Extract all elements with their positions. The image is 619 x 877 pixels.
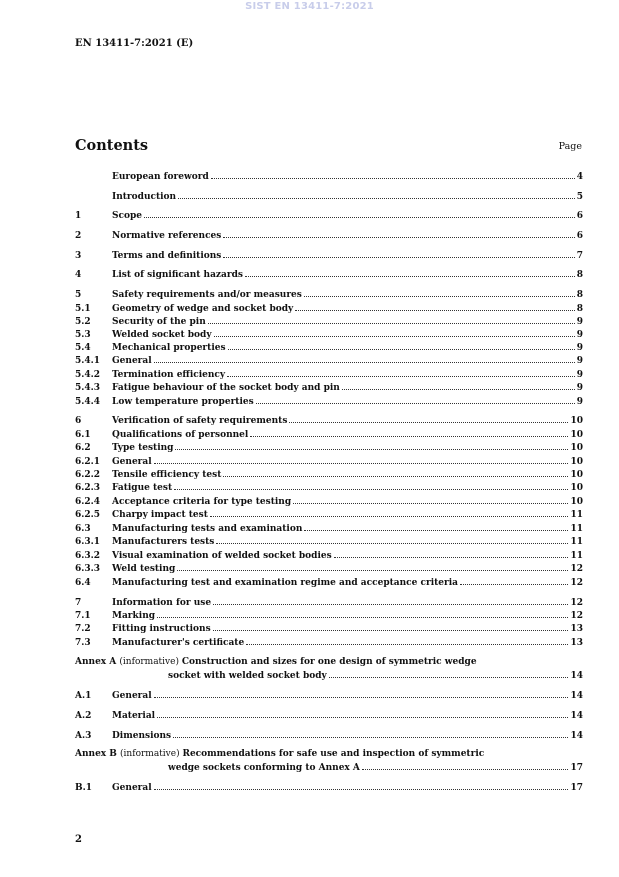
dot-leader [214,328,575,337]
dot-leader [210,508,569,517]
dot-leader [154,455,569,464]
toc-entry-number: 6.2 [75,443,91,453]
toc-entry-page: 12 [570,578,583,588]
annex-label: Annex B [75,749,121,759]
toc-entry-title: General [112,691,152,701]
toc-entry-number: 5.4.2 [75,370,101,380]
dot-leader [173,729,568,738]
annex-title-line2: wedge sockets conforming to Annex A [168,763,360,773]
toc-entry-page: 10 [570,457,583,467]
dot-leader [256,395,575,404]
annex-title-line1: Construction and sizes for one design of symmetric wedge [181,657,477,667]
toc-entry-number: 5.4.3 [75,383,101,393]
dot-leader [329,669,569,678]
toc-entry[interactable] [75,229,583,241]
toc-entry[interactable] [75,729,583,741]
toc-entry[interactable] [75,468,583,480]
toc-entry-number: 5.4.1 [75,356,101,366]
toc-entry-title: Manufacturer's certificate [112,638,245,648]
toc-entry[interactable] [75,481,583,493]
toc-entry-title: Manufacturing test and examination regime and acceptance criteria [112,578,458,588]
page-number: 2 [75,834,82,845]
dot-leader [157,609,568,618]
toc-entry-number: 6.2.4 [75,497,101,507]
toc-entry[interactable] [75,268,583,280]
toc-entry-number: B.1 [75,783,93,793]
toc-entry-number: 5 [75,290,82,300]
toc-entry-number: 7 [75,598,82,608]
toc-entry-number: 3 [75,251,82,261]
dot-leader [460,576,568,585]
toc-entry[interactable] [75,596,583,608]
toc-entry-page: 11 [570,537,583,547]
toc-entry[interactable] [75,315,583,327]
toc-entry-number: A.1 [75,691,92,701]
annex-a-heading[interactable] [75,656,583,668]
toc-entry-title: Verification of safety requirements [112,416,288,426]
toc-entry-title: Dimensions [112,731,172,741]
toc-entry-page: 9 [576,397,583,407]
toc-entry-title: Fitting instructions [112,624,211,634]
toc-entry-page: 7 [576,251,583,261]
toc-entry-number: 6.3.2 [75,551,101,561]
toc-entry-number: 5.4 [75,343,91,353]
dot-leader [342,381,575,390]
dot-leader [154,354,575,363]
toc-entry-title: Low temperature properties [112,397,254,407]
toc-entry-title: Manufacturers tests [112,537,215,547]
toc-entry-number: 6.2.2 [75,470,101,480]
toc-entry-number: 5.4.4 [75,397,101,407]
page-column-label: Page [558,141,582,152]
dot-leader [304,522,568,531]
annex-page: 17 [570,763,583,773]
toc-entry-number: 6 [75,416,82,426]
toc-entry[interactable] [75,190,583,202]
toc-entry-title: General [112,457,152,467]
toc-entry-title: Fatigue behaviour of the socket body and pin [112,383,340,393]
toc-entry-page: 9 [576,330,583,340]
toc-entry-title: Security of the pin [112,317,206,327]
toc-entry-page: 13 [570,624,583,634]
toc-entry-title: Qualifications of personnel [112,430,249,440]
toc-entry[interactable] [75,709,583,721]
toc-entry-number: A.3 [75,731,92,741]
dot-leader [295,302,574,311]
toc-entry[interactable] [75,395,583,407]
toc-entry-title: Scope [112,211,143,221]
dot-leader [334,549,569,558]
dot-leader [223,249,574,258]
toc-entry[interactable] [75,170,583,182]
toc-entry-title: Marking [112,611,156,621]
dot-leader [213,622,569,631]
toc-entry[interactable] [75,689,583,701]
toc-entry-page: 14 [570,691,583,701]
toc-entry-page: 8 [576,290,583,300]
toc-entry[interactable] [75,636,583,648]
dot-leader [177,562,568,571]
annex-label: Annex A [75,657,120,667]
toc-entry[interactable] [75,549,583,561]
dot-leader [144,209,575,218]
toc-entry-number: 2 [75,231,82,241]
toc-entry-page: 9 [576,356,583,366]
dot-leader [157,709,568,718]
annex-b-heading[interactable] [75,748,583,760]
toc-entry-number: 6.1 [75,430,91,440]
annex-title-line2: socket with welded socket body [168,671,327,681]
toc-entry-page: 6 [576,231,583,241]
toc-entry[interactable] [75,428,583,440]
toc-entry-page: 14 [570,731,583,741]
dot-leader [213,596,568,605]
toc-entry-title: Geometry of wedge and socket body [112,304,294,314]
dot-leader [293,495,568,504]
toc-entry[interactable] [75,495,583,507]
dot-leader [154,689,569,698]
toc-entry-number: 5.2 [75,317,91,327]
toc-entry[interactable] [75,249,583,261]
annex-type: (informative) [120,749,183,759]
toc-entry[interactable] [75,455,583,467]
toc-entry-title: Information for use [112,598,212,608]
contents-title: Contents [75,137,149,154]
toc-entry-page: 10 [570,470,583,480]
toc-entry-page: 10 [570,430,583,440]
toc-entry-page: 11 [570,524,583,534]
toc-entry-title: Fatigue test [112,483,173,493]
toc-entry-number: 6.2.1 [75,457,101,467]
toc-entry-page: 8 [576,270,583,280]
toc-entry[interactable] [75,622,583,634]
toc-entry-page: 11 [570,551,583,561]
toc-entry-title: European foreword [112,172,209,182]
toc-entry-number: 6.3.1 [75,537,101,547]
toc-entry[interactable] [75,562,583,574]
toc-entry-title: General [112,783,152,793]
dot-leader [246,636,568,645]
dot-leader [211,170,575,179]
toc-entry-title: Type testing [112,443,174,453]
toc-entry-title: General [112,356,152,366]
dot-leader [362,761,569,770]
toc-entry-title: Termination efficiency [112,370,226,380]
toc-entry[interactable] [75,609,583,621]
dot-leader [250,428,568,437]
dot-leader [174,481,568,490]
dot-leader [223,468,568,477]
annex-type: (informative) [119,657,182,667]
dot-leader [175,441,568,450]
toc-entry-number: 7.2 [75,624,91,634]
toc-entry-title: List of significant hazards [112,270,243,280]
dot-leader [154,781,569,790]
toc-entry-title: Tensile efficiency test [112,470,222,480]
document-id: EN 13411-7:2021 (E) [75,38,194,49]
toc-entry-page: 9 [576,343,583,353]
dot-leader [289,414,568,423]
toc-entry-page: 11 [570,510,583,520]
toc-entry-title: Mechanical properties [112,343,226,353]
toc-entry-title: Visual examination of welded socket bodies [112,551,332,561]
toc-entry-title: Manufacturing tests and examination [112,524,303,534]
dot-leader [223,229,574,238]
toc-entry-title: Safety requirements and/or measures [112,290,302,300]
dot-leader [178,190,575,199]
toc-entry[interactable] [75,576,583,588]
toc-entry-title: Introduction [112,192,177,202]
toc-entry[interactable] [75,522,583,534]
toc-entry[interactable] [75,508,583,520]
toc-entry-title: Terms and definitions [112,251,222,261]
dot-leader [216,535,568,544]
toc-entry-title: Weld testing [112,564,176,574]
watermark: SIST EN 13411-7:2021 [245,1,374,12]
toc-entry-title: Normative references [112,231,222,241]
toc-entry-page: 13 [570,638,583,648]
toc-entry-number: 4 [75,270,82,280]
toc-entry-number: 1 [75,211,82,221]
toc-entry[interactable] [75,341,583,353]
toc-entry-page: 10 [570,416,583,426]
dot-leader [304,288,575,297]
toc-entry-page: 14 [570,711,583,721]
toc-entry[interactable] [75,441,583,453]
toc-entry-number: 5.3 [75,330,91,340]
toc-entry-page: 9 [576,370,583,380]
toc-entry-number: 7.3 [75,638,91,648]
toc-entry[interactable] [75,414,583,426]
toc-entry-number: 6.3 [75,524,91,534]
toc-entry-number: 6.4 [75,578,91,588]
toc-entry[interactable] [75,781,583,793]
toc-entry[interactable] [75,381,583,393]
annex-page: 14 [570,671,583,681]
toc-entry[interactable] [75,328,583,340]
annex-b-heading-cont[interactable] [75,761,583,773]
toc-entry-title: Welded socket body [112,330,212,340]
dot-leader [228,341,575,350]
toc-entry-number: 5.1 [75,304,91,314]
toc-entry-page: 5 [576,192,583,202]
toc-entry-page: 12 [570,598,583,608]
toc-entry-title: Material [112,711,156,721]
toc-entry-number: 6.3.3 [75,564,101,574]
toc-entry-page: 12 [570,611,583,621]
toc-entry[interactable] [75,535,583,547]
toc-entry-page: 10 [570,483,583,493]
toc-entry-title: Acceptance criteria for type testing [112,497,292,507]
toc-entry[interactable] [75,288,583,300]
toc-entry[interactable] [75,354,583,366]
toc-entry-page: 10 [570,443,583,453]
toc-entry-number: 6.2.5 [75,510,101,520]
annex-a-heading-cont[interactable] [75,669,583,681]
toc-entry-page: 10 [570,497,583,507]
toc-entry-page: 6 [576,211,583,221]
dot-leader [208,315,575,324]
dot-leader [245,268,575,277]
toc-entry-title: Charpy impact test [112,510,208,520]
toc-entry[interactable] [75,302,583,314]
toc-entry-page: 9 [576,383,583,393]
toc-entry[interactable] [75,209,583,221]
toc-entry-page: 17 [570,783,583,793]
toc-entry-page: 12 [570,564,583,574]
toc-entry-number: 6.2.3 [75,483,101,493]
toc-entry-page: 4 [576,172,583,182]
toc-entry[interactable] [75,368,583,380]
toc-entry-number: A.2 [75,711,92,721]
toc-entry-page: 9 [576,317,583,327]
toc-entry-number: 7.1 [75,611,91,621]
annex-title-line1: Recommendations for safe use and inspection of symmetric [182,749,485,759]
dot-leader [227,368,575,377]
toc-entry-page: 8 [576,304,583,314]
